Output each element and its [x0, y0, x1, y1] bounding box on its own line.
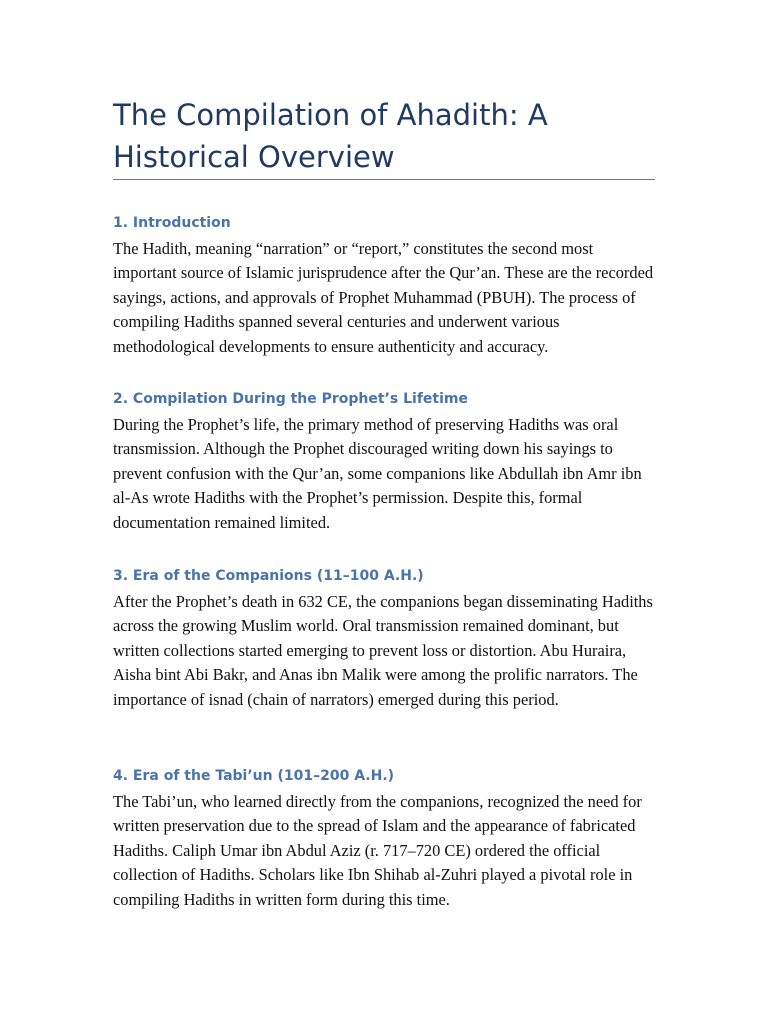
section-paragraph: After the Prophet’s death in 632 CE, the companions began disseminating Hadiths across the growing Muslim world. Oral transmission remained dominant, but written collections started emerging to prevent loss or distortion. Abu Huraira, Aisha bint Abi Bakr, and Anas ibn Malik were among the prolific narrators. The importance of isnad (chain of narrators) emerged during this period. [113, 592, 653, 709]
section-heading: 4. Era of the Tabi’un (101–200 A.H.) [113, 768, 395, 784]
section-heading: 2. Compilation During the Prophet’s Lifetime [113, 391, 468, 407]
section-paragraph: During the Prophet’s life, the primary method of preserving Hadiths was oral transmission. Although the Prophet discouraged writing down his sayings to prevent confusion with the Qur’an, some companions like Abdullah ibn Amr ibn al-As wrote Hadiths with the Prophet’s permission. Despite this, formal documentation remained limited. [113, 415, 642, 532]
section-era-tabiun [113, 764, 658, 912]
section-heading: 1. Introduction [113, 215, 231, 231]
section-era-companions [113, 564, 658, 712]
section-prophet-lifetime [113, 387, 658, 535]
section-paragraph: The Hadith, meaning “narration” or “report,” constitutes the second most important source of Islamic jurisprudence after the Qur’an. These are the recorded sayings, actions, and approvals of Prophet Muhammad (PBUH). The process of compiling Hadiths spanned several centuries and underwent various methodological developments to ensure authenticity and accuracy. [113, 239, 654, 356]
document-title: The Compilation of Ahadith: A Historical Overview [113, 98, 548, 174]
section-paragraph: The Tabi’un, who learned directly from the companions, recognized the need for written preservation due to the spread of Islam and the appearance of fabricated Hadiths. Caliph Umar ibn Abdul Aziz (r. 717–720 CE) ordered the official collection of Hadiths. Scholars like Ibn Shihab al-Zuhri played a pivotal role in compiling Hadiths in written form during this time. [113, 792, 642, 909]
section-introduction [113, 211, 658, 359]
section-heading: 3. Era of the Companions (11–100 A.H.) [113, 568, 424, 584]
title-underline-divider [113, 179, 655, 180]
